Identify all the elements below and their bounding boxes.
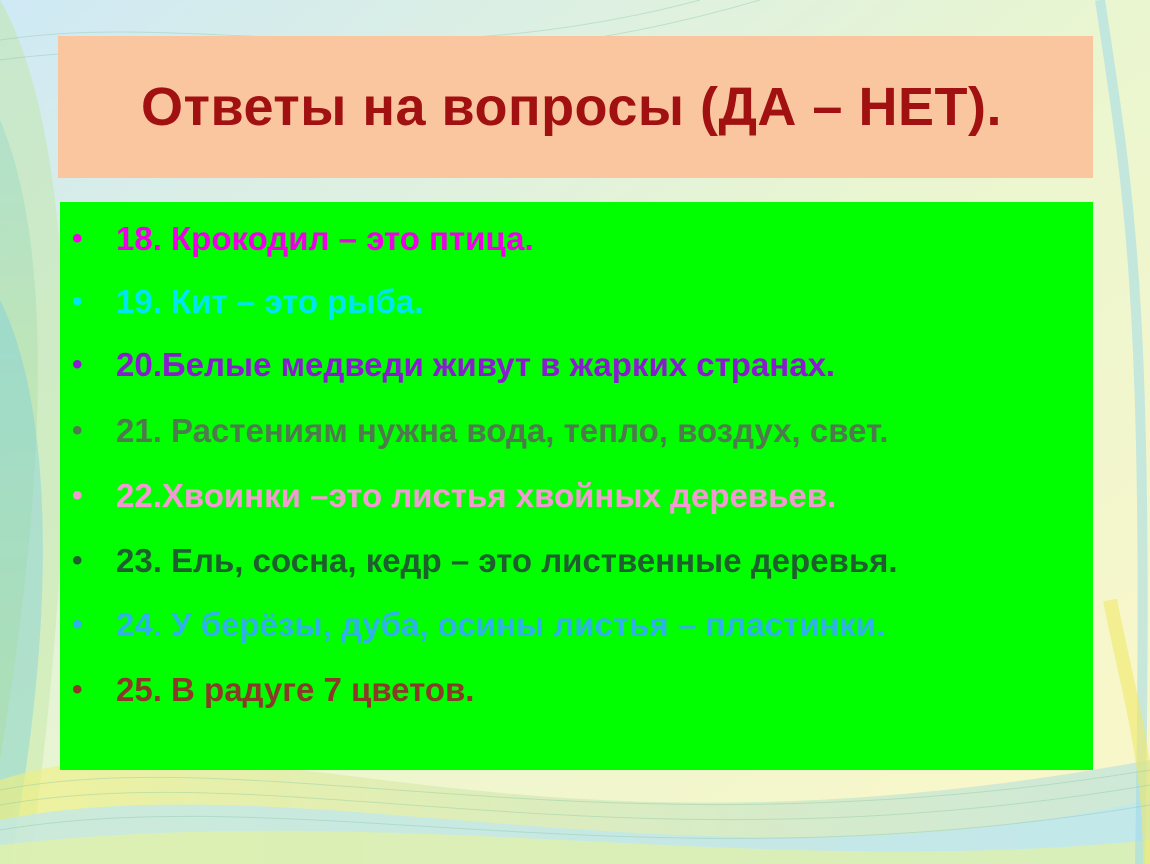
list-item [72,277,423,327]
list-item-text: 21. Растениям нужна вода, тепло, воздух, свет. [116,412,889,449]
list-item [72,665,474,715]
content-box [60,202,1093,770]
bullet-icon: • [72,285,83,318]
list-item [72,406,888,456]
list-item [72,340,835,390]
list-item [72,214,534,264]
slide-title: Ответы на вопросы (ДА – НЕТ). [141,77,1002,137]
list-item [72,536,898,586]
list-item-text: 19. Кит – это рыба. [116,283,424,320]
list-item-text: 23. Ель, сосна, кедр – это лиственные деревья. [116,542,898,579]
bullet-icon: • [72,608,83,641]
bullet-icon: • [72,479,83,512]
bullet-icon: • [72,673,83,706]
list-item-text: 24. У берёзы, дуба, осины листья – пластинки. [116,606,886,643]
title-box [58,36,1093,178]
list-item-text: 25. В радуге 7 цветов. [116,671,475,708]
list-item [72,600,885,650]
list-item [72,471,836,521]
bullet-icon: • [72,222,83,255]
list-item-text: 20.Белые медведи живут в жарких странах. [116,346,836,383]
list-item-text: 22.Хвоинки –это листья хвойных деревьев. [116,477,837,514]
list-item-text: 18. Крокодил – это птица. [116,220,534,257]
bullet-icon: • [72,414,83,447]
bullet-icon: • [72,544,83,577]
bullet-icon: • [72,348,83,381]
